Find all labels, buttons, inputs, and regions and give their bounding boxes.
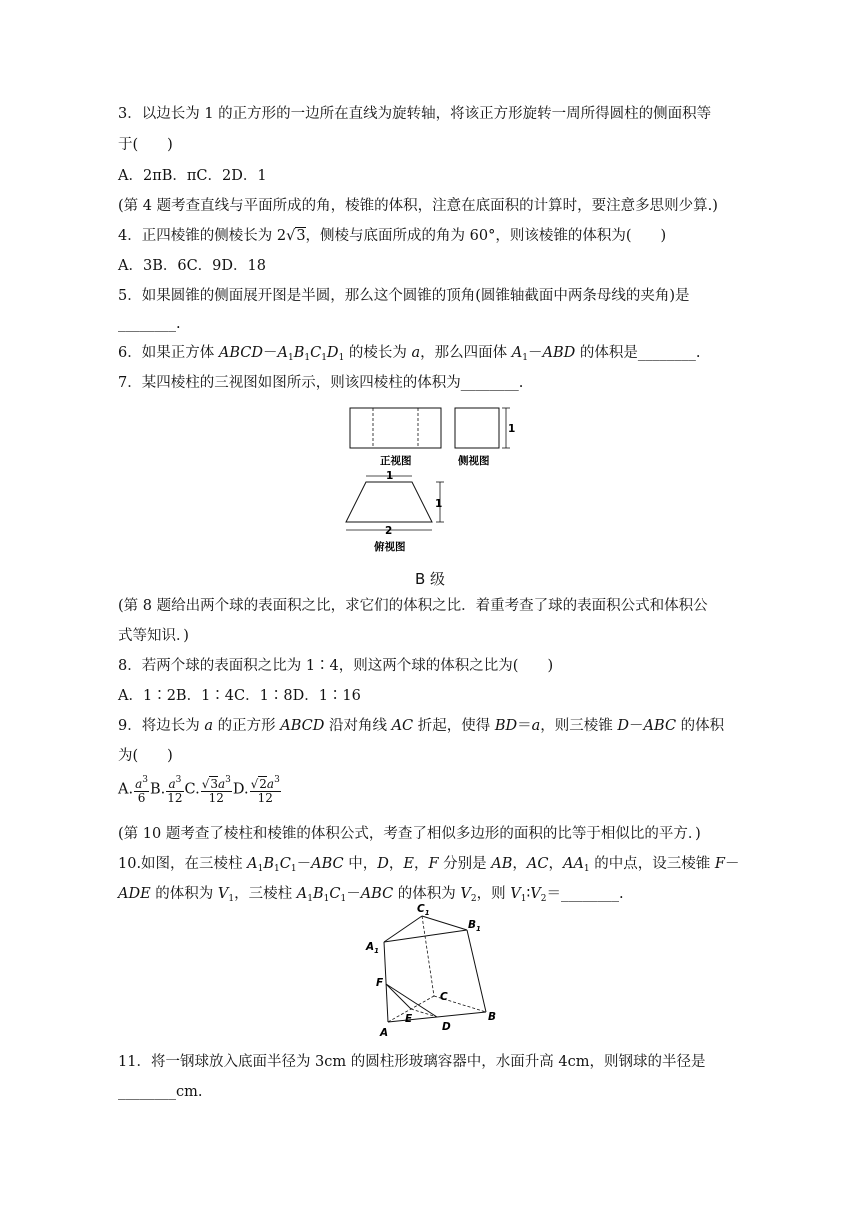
label-c1 [417, 904, 430, 917]
q9-eq: ＝ [517, 718, 532, 734]
q9-line1 [118, 716, 724, 736]
q3-line2: 于( ) [118, 137, 173, 153]
q3-line1: 3．以边长为 1 的正方形的一边所在直线为旋转轴，将该正方形旋转一周所得圆柱的侧面积等 [118, 106, 712, 122]
edge-a1-b1 [384, 930, 467, 942]
ab: AB [491, 856, 513, 872]
q9-pre: 9．将边长为 [118, 718, 205, 734]
ratio: ，则 [476, 886, 511, 902]
sqrt-symbol: √ [201, 777, 210, 791]
label-a: A [380, 1027, 389, 1039]
sub: 1 [583, 864, 590, 874]
note-q8-line2: 式等知识．) [118, 628, 189, 644]
q9-frac-a [134, 774, 149, 805]
edge-b1-b [467, 930, 486, 1012]
c: C [279, 856, 291, 872]
c: C [329, 886, 341, 902]
mid: 中， [343, 856, 378, 872]
ac: AC [526, 856, 549, 872]
sub: 1 [323, 894, 330, 904]
sub: 1 [228, 894, 235, 904]
b: B [312, 886, 324, 902]
label-d: D [442, 1021, 451, 1033]
q4-post: ，侧棱与底面所成的角为 60°，则该棱锥的体积为( ) [305, 228, 667, 244]
e: E [403, 856, 414, 872]
front-view-label: 正视图 [380, 455, 412, 467]
q6-d1: D [326, 345, 339, 361]
top-view-label: 俯视图 [374, 541, 406, 553]
num: a [218, 777, 226, 791]
den: 6 [137, 791, 146, 805]
q9-ac: AC [391, 718, 414, 734]
f: F [428, 856, 439, 872]
q4-sqrt-value: 3 [296, 228, 306, 244]
label: 1 [476, 925, 481, 933]
sub: 1 [290, 864, 297, 874]
edge-a1-a [384, 942, 388, 1022]
label-b: B [488, 1011, 497, 1023]
q6-post: 的体积是________. [575, 345, 701, 361]
sep: ， [388, 856, 404, 872]
label-a1 [365, 941, 379, 955]
q6-a1: A [277, 345, 288, 361]
q8-options: A．1∶2B．1∶4C．1∶8D．1∶16 [118, 688, 361, 704]
prism: A [247, 856, 258, 872]
segment-f-e [386, 984, 411, 1009]
aa: AA [562, 856, 584, 872]
label: A [366, 941, 375, 953]
q5-line1: 5．如果圆锥的侧面展开图是半圆，那么这个圆锥的顶角(圆锥轴截面中两条母线的夹角)是 [118, 288, 690, 304]
section-b-title: B 级 [414, 570, 446, 588]
q10-line1 [118, 854, 739, 879]
q9-mid2: 沿对角线 [324, 718, 392, 734]
den: 12 [167, 791, 183, 805]
sub: 1 [338, 353, 345, 363]
q9-abc: ABC [643, 718, 677, 734]
minus: － [296, 856, 312, 872]
d: D [377, 856, 389, 872]
q6-abd: ABD [542, 345, 576, 361]
top-view-dim-height-label: 1 [435, 498, 443, 510]
line2-mid: 的体积为 [150, 886, 218, 902]
q9-opt-d: D. [232, 781, 249, 798]
edge-c1-c-hidden [422, 916, 434, 996]
q6-mid: 的棱长为 [344, 345, 412, 361]
q9-mid3: 折起，使得 [413, 718, 495, 734]
blank: ＝________. [546, 886, 624, 902]
note-q4: (第 4 题考查直线与平面所成的角，棱锥的体积，注意在底面积的计算时，要注意多思则少算.) [118, 198, 718, 214]
top-view-trapezoid [346, 482, 432, 522]
v: V [460, 886, 471, 902]
note-q8-line1: (第 8 题给出两个球的表面积之比，求它们的体积之比．着重考查了球的表面积公式和体积公 [118, 598, 708, 614]
sub: 1 [340, 894, 347, 904]
sub: 2 [540, 894, 547, 904]
sub: 1 [522, 353, 528, 363]
q9-line2: 为( ) [118, 748, 173, 764]
q6-minus: － [262, 345, 278, 361]
q6-abcd: ABCD [218, 345, 263, 361]
top-view-dim-upper-label: 1 [386, 470, 394, 482]
v: V [217, 886, 229, 902]
sub: 1 [307, 894, 313, 904]
prism-figure [360, 904, 520, 1040]
q7-text: 7．某四棱柱的三视图如图所示，则该四棱柱的体积为________. [118, 375, 524, 391]
v: V [530, 886, 541, 902]
sup: 3 [142, 775, 148, 785]
q9-mid4: ，则三棱锥 [540, 718, 618, 734]
sqrt: 3 [210, 777, 219, 791]
q9-opt-c: C. [184, 781, 200, 798]
front-view-rect [350, 408, 441, 448]
q9-a2: a [531, 718, 541, 734]
top-view-dim-bottom-label: 2 [385, 525, 393, 537]
label: 1 [374, 947, 380, 955]
label-b1 [468, 919, 481, 933]
q9-mid1: 的正方形 [213, 718, 281, 734]
colon: ∶ [526, 886, 531, 902]
sub: 1 [321, 353, 327, 363]
label-e: E [405, 1013, 413, 1025]
label: C [417, 904, 425, 915]
edge-c1-b1 [422, 916, 467, 930]
line2-ade: ADE [118, 886, 151, 902]
q6-a1b: A [511, 345, 523, 361]
label-f: F [376, 977, 384, 989]
mid3: 的中点，设三棱锥 [589, 856, 715, 872]
sep: ， [413, 856, 429, 872]
q9-abcd: ABCD [280, 718, 325, 734]
q6-mid2: ，那么四面体 [420, 345, 512, 361]
q4-text [118, 226, 666, 246]
minus: － [346, 886, 361, 902]
note-q10: (第 10 题考查了棱柱和棱锥的体积公式，考查了相似多边形的面积的比等于相似比的平方．) [118, 826, 701, 842]
sup: 3 [225, 775, 231, 785]
sup: 3 [274, 775, 280, 785]
q5-line2: ________. [118, 316, 181, 332]
q9-opt-b: B. [149, 781, 166, 798]
q9-d: D [617, 718, 630, 734]
q6-var-a: a [411, 345, 421, 361]
abc: ABC [360, 886, 394, 902]
num: a [135, 777, 143, 791]
den: 12 [208, 791, 224, 805]
sqrt-symbol: √ [250, 777, 259, 791]
side-view-rect [455, 408, 499, 448]
q9-options [118, 774, 282, 805]
three-view-figure [340, 400, 520, 560]
b: B [263, 856, 275, 872]
line2-post: 的体积为 [393, 886, 461, 902]
sub: 2 [470, 894, 477, 904]
side-view-dim-label: 1 [508, 423, 516, 435]
sub: 1 [520, 894, 527, 904]
q9-frac-b [166, 774, 183, 805]
q9-opt-a: A. [118, 781, 134, 798]
label: B [468, 919, 477, 931]
sep: ， [512, 856, 527, 872]
q6-c1: C [310, 345, 322, 361]
sub: 1 [304, 353, 311, 363]
num: a [168, 777, 176, 791]
q6-minus2: － [528, 345, 543, 361]
side-view-label: 侧视图 [458, 455, 490, 467]
sqrt-symbol: √ [286, 228, 296, 244]
sqrt: 2 [259, 777, 267, 791]
q9-frac-d [250, 774, 281, 805]
prism: A [296, 886, 308, 902]
q9-a: a [204, 718, 213, 734]
q4-options: A．3B．6C．9D．18 [118, 258, 266, 274]
q6-text [118, 343, 700, 368]
minus: － [724, 856, 740, 872]
abc: ABC [311, 856, 344, 872]
sub: 1 [257, 864, 264, 874]
q8-text: 8．若两个球的表面积之比为 1∶4，则这两个球的体积之比为( ) [118, 658, 554, 674]
q11-line1: 11．将一钢球放入底面半径为 3cm 的圆柱形玻璃容器中，水面升高 4cm，则钢球的半径是 [118, 1054, 706, 1070]
label: 1 [424, 909, 430, 917]
sub: 1 [274, 864, 280, 874]
q9-minus: － [629, 718, 644, 734]
q3-options: A．2πB．πC．2D．1 [118, 168, 267, 184]
segment-e-d [411, 1009, 437, 1017]
q9-frac-c [201, 774, 232, 805]
q6-pre: 6．如果正方体 [118, 345, 219, 361]
q9-post: 的体积 [676, 718, 725, 734]
sep: ， [548, 856, 563, 872]
v: V [510, 886, 521, 902]
line2-mid2: ，三棱柱 [234, 886, 297, 902]
mid2: 分别是 [438, 856, 492, 872]
q11-line2: ________cm. [118, 1084, 203, 1100]
q6-b1: B [293, 345, 305, 361]
sup: 3 [175, 775, 182, 785]
q9-bd: BD [494, 718, 518, 734]
label-c: C [440, 991, 448, 1003]
f: F [714, 856, 725, 872]
den: 12 [257, 791, 273, 805]
pre: 10.如图，在三棱柱 [118, 856, 248, 872]
num: a [266, 777, 275, 791]
q4-pre: 4．正四棱锥的侧棱长为 2 [118, 228, 287, 244]
edge-a1-c1 [384, 916, 422, 942]
sub: 1 [287, 353, 294, 363]
